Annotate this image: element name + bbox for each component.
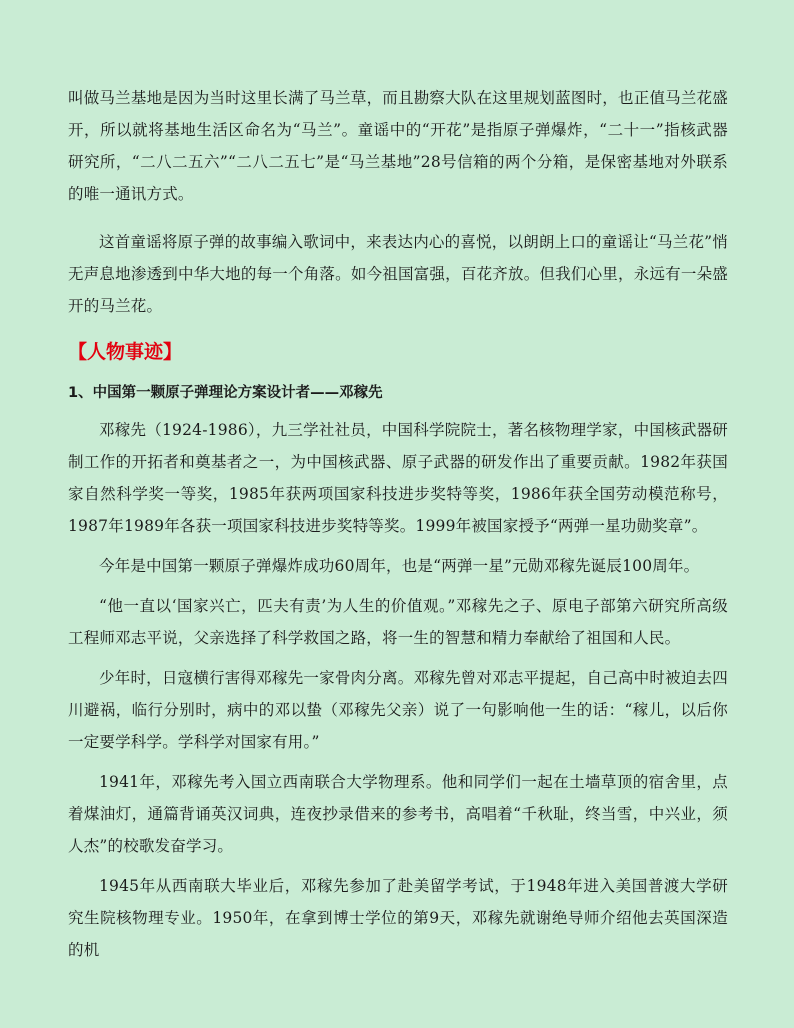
paragraph-nursery-rhyme: 这首童谣将原子弹的故事编入歌词中，来表达内心的喜悦，以朗朗上口的童谣让“马兰花”悄无声息地渗透到中华大地的每一个角落。如今祖国富强，百花齐放。但我们心里，永远有一朵盛开的马兰花。 — [68, 233, 728, 315]
paragraph-anniversary: 今年是中国第一颗原子弹爆炸成功60周年，也是“两弹一星”元勋邓稼先诞辰100周年。 — [99, 557, 700, 575]
paragraph-study-abroad: 1945年从西南联大毕业后，邓稼先参加了赴美留学考试，于1948年进入美国普渡大学研究生院核物理专业。1950年，在拿到博士学位的第9天，邓稼先就谢绝导师介绍他去英国深造的机 — [68, 877, 728, 959]
subheading-deng-jiaxian: 1、中国第一颗原子弹理论方案设计者——邓稼先 — [68, 385, 383, 401]
paragraph-university: 1941年，邓稼先考入国立西南联合大学物理系。他和同学们一起在土墙草顶的宿舍里，点着煤油灯，通篇背诵英汉词典，连夜抄录借来的参考书，高唱着“千秋耻，终当雪，中兴业，须人杰”的校歌发奋学习。 — [68, 773, 728, 855]
paragraph-values: “他一直以‘国家兴亡，匹夫有责’为人生的价值观。”邓稼先之子、原电子部第六研究所高级工程师邓志平说，父亲选择了科学救国之路，将一生的智慧和精力奉献给了祖国和人民。 — [68, 597, 728, 647]
section-heading: 【人物事迹】 — [68, 341, 183, 363]
paragraph-biography: 邓稼先（1924-1986），九三学社社员，中国科学院院士，著名核物理学家，中国核武器研制工作的开拓者和奠基者之一，为中国核武器、原子武器的研发作出了重要贡献。1982年获国家自然科学奖一等奖，1985年获两项国家科技进步奖特等奖，1986年获全国劳动模范称号，1987年1989年各获一项国家科技进步奖特等奖。1999年被国家授予“两弹一星功勋奖章”。 — [68, 421, 728, 535]
paragraph-maLan-base: 叫做马兰基地是因为当时这里长满了马兰草，而且勘察大队在这里规划蓝图时，也正值马兰花盛开，所以就将基地生活区命名为“马兰”。童谣中的“开花”是指原子弹爆炸，“二十一”指核武器研究所，“二八二五六”“二八二五七”是“马兰基地”28号信箱的两个分箱，是保密基地对外联系的唯一通讯方式。 — [68, 89, 728, 203]
document-page — [68, 82, 728, 966]
paragraph-youth: 少年时，日寇横行害得邓稼先一家骨肉分离。邓稼先曾对邓志平提起，自己高中时被迫去四川避祸，临行分别时，病中的邓以蛰（邓稼先父亲）说了一句影响他一生的话：“稼儿，以后你一定要学科学。学科学对国家有用。” — [68, 669, 728, 751]
